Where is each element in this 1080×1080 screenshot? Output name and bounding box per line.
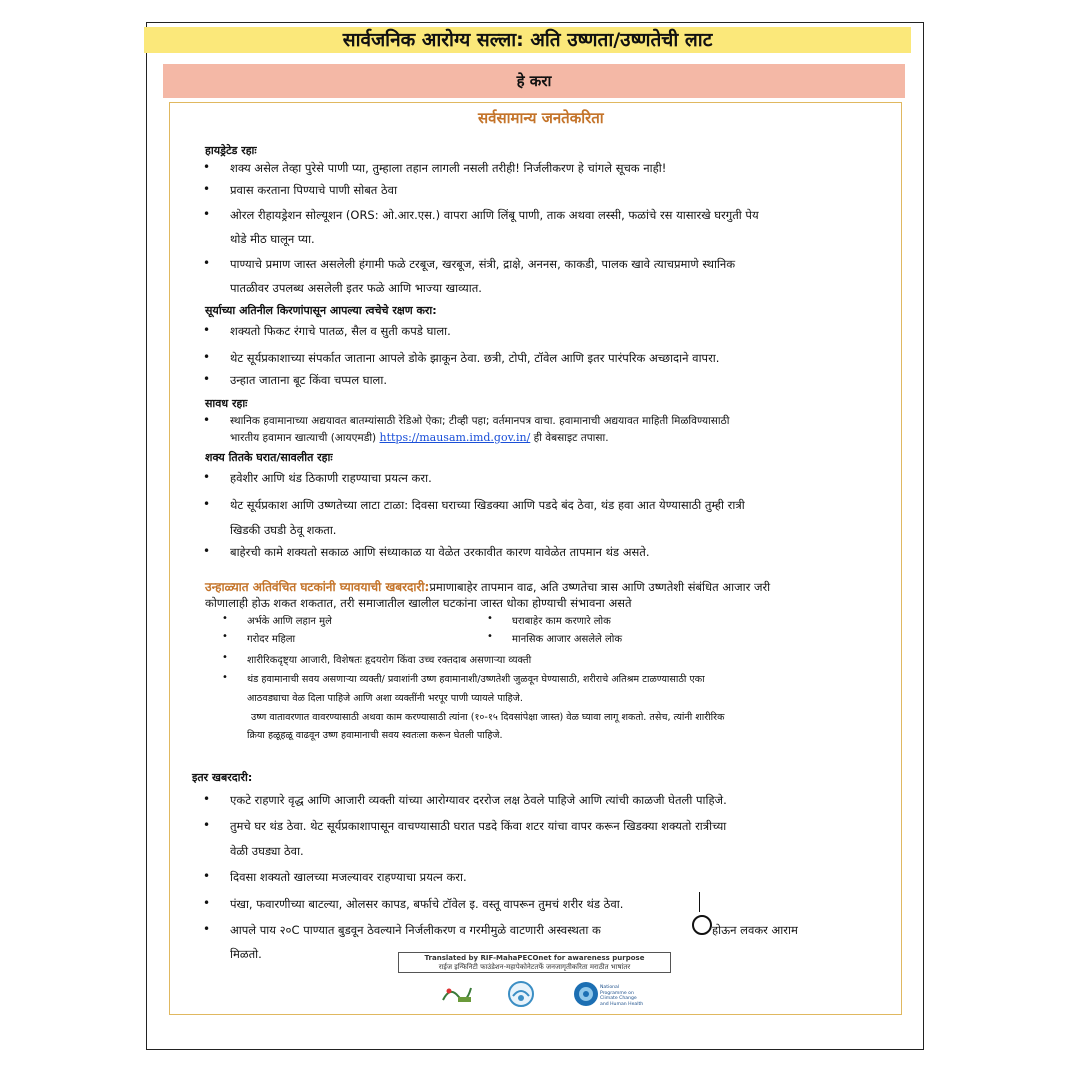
bullet: • xyxy=(203,350,211,364)
vulnerable-intro-cont: कोणालाही होऊ शकत शकतात, तरी समाजातील खालील घटकांना जास्त धोका होण्याची संभावना असते xyxy=(205,596,632,610)
bullet: • xyxy=(203,160,211,174)
list-item-continuation: उष्ण वातावरणात वावरण्यासाठी अथवा काम करण्यासाठी त्यांना (१०-१५ दिवसांपेक्षा जास्त) वेळ घ्यावा लागू शकतो. तसेच, त्यांनी शारीरिक xyxy=(251,712,725,723)
bullet: • xyxy=(222,652,228,663)
vulnerable-intro: प्रमाणाबाहेर तापमान वाढ, अति उष्णतेचा त्रास आणि उष्णतेशी संबंधित आजार जरी xyxy=(429,580,771,594)
other-heading: इतर खबरदारी: xyxy=(192,771,253,784)
bullet: • xyxy=(203,922,211,936)
vulnerable-heading: उन्हाळ्यात अतिवंचित घटकांनी घ्यावयाची खबरदारी: xyxy=(205,580,430,594)
list-item: थेट सूर्यप्रकाशाच्या संपर्कात जाताना आपले डोके झाकून ठेवा. छत्री, टोपी, टॉवेल आणि इतर पारंपरिक अच्छादाने वापरा. xyxy=(230,351,720,365)
list-item-continuation: क्रिया हळूहळू वाढवून उष्ण हवामानाची सवय स्वतःला करून घेतली पाहिजे. xyxy=(247,730,503,741)
credit-line-mr: राईज इन्फिनिटी फाउंडेशन-महापेकोनेटतर्फे जनजागृतीकरिता मराठीत भाषांतर xyxy=(438,963,631,971)
imd-website-link[interactable]: https://mausam.imd.gov.in/ xyxy=(379,431,531,444)
list-item: थेट सूर्यप्रकाश आणि उष्णतेच्या लाटा टाळा: दिवसा घराच्या खिडक्या आणि पडदे बंद ठेवा, थंड हवा आत येण्यासाठी तुम्ही रात्री xyxy=(230,498,745,512)
bullet: • xyxy=(203,182,211,196)
bullet: • xyxy=(222,672,228,683)
list-item-tail: होऊन लवकर आराम xyxy=(712,923,798,937)
bullet: • xyxy=(203,792,211,806)
vulnerable-paragraph xyxy=(205,578,770,595)
bullet: • xyxy=(203,497,211,511)
rise-logo-icon xyxy=(440,982,474,1006)
bullet: • xyxy=(203,818,211,832)
text-caret xyxy=(699,892,700,912)
bullet: • xyxy=(203,323,211,337)
list-item-continuation: थोडे मीठ घालून प्या. xyxy=(230,232,315,246)
mahapeconet-logo-icon xyxy=(507,980,535,1008)
alert-heading: सावध रहाः xyxy=(205,397,248,410)
list-item: घराबाहेर काम करणारे लोक xyxy=(512,616,611,627)
bullet: • xyxy=(203,413,211,427)
list-item: हवेशीर आणि थंड ठिकाणी राहण्याचा प्रयत्न करा. xyxy=(230,471,432,485)
hydrate-heading: हायड्रेटेड रहाः xyxy=(205,144,257,157)
list-item-continuation xyxy=(230,431,609,445)
imd-text: भारतीय हवामान खात्याची (आयएमडी) xyxy=(230,432,377,444)
list-item: बाहेरची कामे शक्यतो सकाळ आणि संध्याकाळ या वेळेत उरकावीत कारण यावेळेत तापमान थंड असते. xyxy=(230,545,650,559)
list-item: थंड हवामानाची सवय असणाऱ्या व्यक्ती/ प्रवाशांनी उष्ण हवामानाशी/उष्णतेशी जुळवून घेण्यासाठी, शरीराचे अतिश्रम टाळण्यासाठी एका xyxy=(247,674,705,685)
indoors-heading: शक्य तितके घरात/सावलीत रहाः xyxy=(205,451,333,464)
list-item: आपले पाय २०C पाण्यात बुडवून ठेवल्याने निर्जलीकरण व गरमीमुळे वाटणारी अस्वस्थता क xyxy=(230,923,601,937)
bullet: • xyxy=(203,372,211,386)
translation-credit xyxy=(398,952,671,973)
imd-text-post: ही वेबसाइट तपासा. xyxy=(533,432,609,444)
list-item: शारीरिकदृष्ट्या आजारी, विशेषतः हृदयरोग किंवा उच्च रक्तदाब असणाऱ्या व्यक्ती xyxy=(247,655,532,666)
list-item: पंखा, फवारणीच्या बाटल्या, ओलसर कापड, बर्फाचे टॉवेल इ. वस्तू वापरून तुमचं शरीर थंड ठेवा. xyxy=(230,897,624,911)
list-item-continuation: वेळी उघड्या ठेवा. xyxy=(230,844,304,858)
list-item: प्रवास करताना पिण्याचे पाणी सोबत ठेवा xyxy=(230,183,398,197)
list-item: ओरल रीहायड्रेशन सोल्यूशन (ORS: ओ.आर.एस.) वापरा आणि लिंबू पाणी, ताक अथवा लस्सी, फळांचे रस यासारखे घरगुती पेय xyxy=(230,208,759,222)
list-item-continuation: आठवड्याचा वेळ दिला पाहिजे आणि अशा व्यक्तींनी भरपूर पाणी प्यायले पाहिजे. xyxy=(247,693,523,704)
page-title: सार्वजनिक आरोग्य सल्ला: अति उष्णता/उष्णतेची लाट xyxy=(144,27,911,53)
bullet: • xyxy=(487,631,493,642)
bullet: • xyxy=(203,869,211,883)
bullet: • xyxy=(222,631,228,642)
nphc-logo-icon xyxy=(572,980,600,1008)
list-item: शक्य असेल तेव्हा पुरेसे पाणी प्या, तुम्हाला तहान लागली नसली तरीही! निर्जलीकरण हे चांगले सूचक नाही! xyxy=(230,161,667,175)
list-item-continuation: मिळतो. xyxy=(230,947,262,961)
bullet: • xyxy=(487,613,493,624)
list-item: तुमचे घर थंड ठेवा. थेट सूर्यप्रकाशापासून वाचण्यासाठी घरात पडदे किंवा शटर यांचा वापर करून खिडक्या शक्यतो रात्रीच्या xyxy=(230,819,727,833)
list-item: गरोदर महिला xyxy=(247,634,296,645)
list-item: उन्हात जाताना बूट किंवा चप्पल घाला. xyxy=(230,373,387,387)
bullet: • xyxy=(222,613,228,624)
bullet: • xyxy=(203,896,211,910)
section-title: सर्वसामान्य जनतेकरिता xyxy=(478,109,604,127)
sun-heading: सूर्याच्या अतिनील किरणांपासून आपल्या त्वचेचे रक्षण करा: xyxy=(205,304,437,317)
credit-line-en: Translated by RIF-MahaPECOnet for awareness purpose xyxy=(424,954,645,962)
list-item: स्थानिक हवामानाच्या अद्ययावत बातम्यांसाठी रेडिओ ऐका; टीव्ही पहा; वर्तमानपत्र वाचा. हवामानाची अद्ययावत माहिती मिळविण्यासाठी xyxy=(230,415,730,427)
bullet: • xyxy=(203,470,211,484)
bullet: • xyxy=(203,207,211,221)
mouse-cursor-ring xyxy=(692,915,712,935)
bullet: • xyxy=(203,544,211,558)
list-item: पाण्याचे प्रमाण जास्त असलेली हंगामी फळे टरबूज, खरबूज, संत्री, द्राक्षे, अननस, काकडी, पालक खावे त्याचप्रमाणे स्थानिक xyxy=(230,257,736,271)
nphc-logo-text: National Programme on Climate Change and Human Health xyxy=(600,985,644,1007)
list-item-continuation: खिडकी उघडी ठेवू शकता. xyxy=(230,523,337,537)
list-item: अर्भके आणि लहान मुले xyxy=(247,616,332,627)
bullet: • xyxy=(203,256,211,270)
list-item: एकटे राहणारे वृद्ध आणि आजारी व्यक्ती यांच्या आरोग्यावर दररोज लक्ष ठेवले पाहिजे आणि त्यांची काळजी घेतली पाहिजे. xyxy=(230,793,727,807)
list-item: मानसिक आजार असलेले लोक xyxy=(512,634,623,645)
do-header: हे करा xyxy=(163,64,905,98)
list-item: दिवसा शक्यतो खालच्या मजल्यावर राहण्याचा प्रयत्न करा. xyxy=(230,870,467,884)
list-item-continuation: पातळीवर उपलब्ध असलेली इतर फळे आणि भाज्या खाव्यात. xyxy=(230,281,482,295)
list-item: शक्यतो फिकट रंगाचे पातळ, सैल व सुती कपडे घाला. xyxy=(230,324,451,338)
